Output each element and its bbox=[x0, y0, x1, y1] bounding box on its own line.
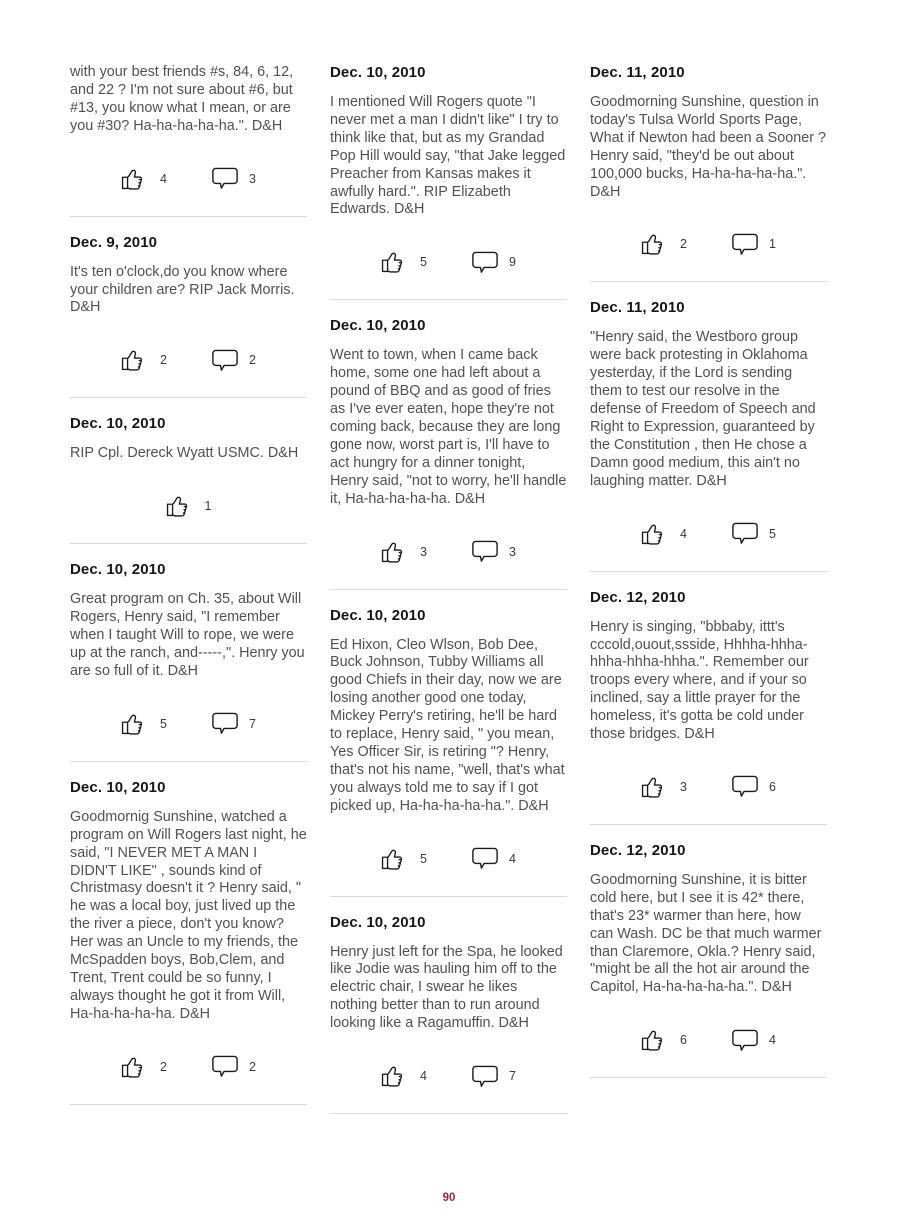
post bbox=[70, 64, 307, 217]
post-stats bbox=[70, 347, 307, 373]
comment-bubble-icon bbox=[731, 233, 759, 256]
post-stats bbox=[70, 166, 307, 192]
post-divider bbox=[70, 397, 307, 398]
like-count: 2 bbox=[160, 353, 167, 368]
like-stat bbox=[121, 1054, 167, 1080]
post bbox=[70, 561, 307, 762]
comment-stat bbox=[731, 233, 776, 256]
post-text: Henry is singing, "bbbaby, ittt's cccold,ouout,ssside, Hhhha-hhha-hhha-hhha-hhha.". Remember our troops every where, and if your so inclined, say a little prayer for the homeless, it's gotta be cold under those bridges. D&H bbox=[590, 618, 809, 743]
post-date: Dec. 10, 2010 bbox=[70, 778, 166, 796]
thumbs-up-icon bbox=[641, 231, 670, 257]
post bbox=[330, 607, 567, 897]
like-stat bbox=[166, 493, 212, 519]
post-text: with your best friends #s, 84, 6, 12, and 22 ? I'm not sure about #6, but #13, you know what I mean, or are you #30? Ha-ha-ha-ha-ha.". D&H bbox=[70, 64, 294, 134]
post bbox=[70, 415, 307, 544]
page-number: 90 bbox=[442, 1192, 456, 1204]
post-text: Goodmorning Sunshine, it is bitter cold here, but I see it is 42* there, that's 23* warmer than here, how can Wash. DC be that much warmer than Claremore, Okla.? Henry said, "might be all the hot air around the Capitol, Ha-ha-ha-ha-ha.". D&H bbox=[590, 871, 822, 996]
post-stats bbox=[590, 521, 827, 547]
post-text: Goodmorning Sunshine, question in today's Tulsa World Sports Page, What if Newton had been a Sooner ? Henry said, "they'd be out about 100,000 bucks, Ha-ha-ha-ha-ha.". D&H bbox=[590, 94, 826, 200]
post-stats bbox=[590, 774, 827, 800]
post-date: Dec. 10, 2010 bbox=[70, 561, 166, 579]
comment-count: 5 bbox=[769, 526, 776, 541]
post bbox=[590, 299, 827, 571]
post-stats bbox=[330, 1063, 567, 1089]
post bbox=[330, 317, 567, 589]
post-date: Dec. 11, 2010 bbox=[590, 64, 685, 81]
comment-count: 4 bbox=[769, 1033, 776, 1048]
comment-count: 2 bbox=[249, 353, 256, 368]
comment-bubble-icon bbox=[211, 1055, 239, 1078]
like-count: 4 bbox=[420, 1069, 427, 1084]
like-stat bbox=[641, 231, 687, 257]
post-date: Dec. 10, 2010 bbox=[70, 415, 166, 433]
post-stats bbox=[70, 1054, 307, 1080]
thumbs-up-icon bbox=[641, 774, 670, 800]
post-text: Great program on Ch. 35, about Will Rogers, Henry said, "I remember when I taught Will to rope, we were up at the ranch, and-----,". Henry you are so full of it. D&H bbox=[70, 591, 305, 679]
post-stats bbox=[590, 231, 827, 257]
comment-count: 7 bbox=[509, 1069, 516, 1084]
comment-stat bbox=[731, 1029, 776, 1052]
comment-bubble-icon bbox=[731, 1029, 759, 1052]
post-date: Dec. 10, 2010 bbox=[330, 64, 426, 81]
post-divider bbox=[590, 1077, 827, 1078]
comment-count: 1 bbox=[769, 237, 776, 252]
thumbs-up-icon bbox=[381, 846, 410, 872]
post-stats bbox=[590, 1027, 827, 1053]
post-text: Went to town, when I came back home, some one had left about a pound of BBQ and as good of fries as I've ever eaten, hope they're not coming back, because they are long gone now, worst part is, I'll have to act hungry for a dinner tonight, Henry said, "not to worry, he'll handle it, Ha-ha-ha-ha-ha. D&H bbox=[330, 347, 567, 507]
thumbs-up-icon bbox=[381, 249, 410, 275]
posts-columns bbox=[70, 64, 828, 1131]
column-1 bbox=[70, 64, 307, 1122]
post-date: Dec. 10, 2010 bbox=[330, 606, 426, 624]
thumbs-up-icon bbox=[381, 539, 410, 565]
column-2 bbox=[330, 64, 567, 1131]
post-divider bbox=[70, 761, 307, 762]
comment-count: 3 bbox=[509, 544, 516, 559]
like-count: 4 bbox=[160, 171, 167, 186]
comment-count: 7 bbox=[249, 716, 256, 731]
post-date: Dec. 12, 2010 bbox=[590, 588, 686, 606]
comment-bubble-icon bbox=[471, 847, 499, 870]
comment-count: 9 bbox=[509, 255, 516, 270]
comment-stat bbox=[211, 1055, 256, 1078]
like-count: 4 bbox=[680, 526, 687, 541]
post bbox=[70, 234, 307, 399]
like-count: 3 bbox=[420, 544, 427, 559]
comment-count: 4 bbox=[509, 851, 516, 866]
like-count: 1 bbox=[204, 499, 212, 514]
like-stat bbox=[381, 1063, 427, 1089]
post-divider bbox=[70, 543, 307, 544]
post-text: Goodmornig Sunshine, watched a program on Will Rogers last night, he said, "I NEVER MET A MAN I DIDN'T LIKE" , sounds kind of Christmasy doesn't it ? Henry said, " he was a local boy, just lived up the the river a piece, don't you know? Her was an Uncle to my friends, the McSpadden boys, Bob,Clem, and Trent, Trent could be so funny, I always thought he got it from Will, Ha-ha-ha-ha-ha. D&H bbox=[70, 808, 307, 1022]
comment-stat bbox=[471, 540, 516, 563]
post bbox=[330, 914, 567, 1115]
thumbs-up-icon bbox=[121, 166, 150, 192]
comment-bubble-icon bbox=[471, 251, 499, 274]
like-count: 5 bbox=[420, 851, 427, 866]
comment-stat bbox=[471, 251, 516, 274]
comment-count: 6 bbox=[769, 779, 776, 794]
post-date: Dec. 10, 2010 bbox=[330, 913, 426, 931]
column-3 bbox=[590, 64, 827, 1095]
like-count: 2 bbox=[680, 237, 687, 252]
post-divider bbox=[70, 216, 307, 217]
comment-bubble-icon bbox=[731, 522, 759, 545]
post-text: Henry just left for the Spa, he looked like Jodie was hauling him off to the electric chair, I swear he likes nothing better than to run around looking like a Ragamuffin. D&H bbox=[330, 943, 563, 1032]
post-date: Dec. 12, 2010 bbox=[590, 841, 686, 859]
like-stat bbox=[641, 521, 687, 547]
post-divider bbox=[330, 299, 567, 300]
post-text: "Henry said, the Westboro group were back protesting in Oklahoma yesterday, if the Lord is sending them to test our resolve in the defense of Freedom of Speech and Right to Expression, guaranteed by the Constitution , then He chose a Damn good medium, this ain't no laughing matter. D&H bbox=[590, 329, 816, 489]
post-divider bbox=[330, 896, 567, 897]
post-divider bbox=[70, 1104, 307, 1105]
post bbox=[330, 64, 567, 300]
post-divider bbox=[590, 281, 827, 282]
like-count: 2 bbox=[160, 1059, 167, 1074]
comment-bubble-icon bbox=[211, 712, 239, 735]
post-date: Dec. 10, 2010 bbox=[330, 317, 426, 335]
post-text: It's ten o'clock,do you know where your children are? RIP Jack Morris. D&H bbox=[70, 263, 295, 316]
thumbs-up-icon bbox=[121, 1054, 150, 1080]
comment-stat bbox=[211, 167, 256, 190]
like-stat bbox=[381, 539, 427, 565]
post-divider bbox=[330, 1113, 567, 1114]
like-stat bbox=[641, 1027, 687, 1053]
post bbox=[590, 64, 827, 282]
like-stat bbox=[381, 249, 427, 275]
comment-stat bbox=[471, 847, 516, 870]
post bbox=[590, 842, 827, 1078]
post-text: I mentioned Will Rogers quote "I never met a man I didn't like" I try to think like that, but as my Grandad Pop Hill would say, "that Jake legged Preacher from Kansas makes it awfully hard.". RIP Elizabeth Edwards. D&H bbox=[330, 94, 566, 218]
like-count: 5 bbox=[420, 255, 427, 270]
thumbs-up-icon bbox=[641, 1027, 670, 1053]
comment-count: 3 bbox=[249, 171, 256, 186]
like-stat bbox=[121, 347, 167, 373]
post-divider bbox=[590, 824, 827, 825]
comment-bubble-icon bbox=[471, 1065, 499, 1088]
comment-bubble-icon bbox=[211, 349, 239, 372]
thumbs-up-icon bbox=[381, 1063, 410, 1089]
like-stat bbox=[381, 846, 427, 872]
comment-bubble-icon bbox=[471, 540, 499, 563]
thumbs-up-icon bbox=[641, 521, 670, 547]
comment-count: 2 bbox=[249, 1059, 256, 1074]
post bbox=[70, 779, 307, 1105]
comment-stat bbox=[471, 1065, 516, 1088]
page-footer bbox=[0, 1188, 898, 1206]
comment-stat bbox=[731, 775, 776, 798]
post-stats bbox=[70, 711, 307, 737]
comment-bubble-icon bbox=[211, 167, 239, 190]
like-count: 3 bbox=[680, 779, 687, 794]
post-stats bbox=[70, 493, 307, 519]
post-stats bbox=[330, 249, 567, 275]
comment-bubble-icon bbox=[731, 775, 759, 798]
post-stats bbox=[330, 539, 567, 565]
post-text: RIP Cpl. Dereck Wyatt USMC. D&H bbox=[70, 445, 299, 462]
post bbox=[590, 589, 827, 825]
post-date: Dec. 11, 2010 bbox=[590, 299, 685, 317]
post-divider bbox=[590, 571, 827, 572]
like-count: 5 bbox=[160, 716, 167, 731]
post-stats bbox=[330, 846, 567, 872]
like-stat bbox=[121, 711, 167, 737]
thumbs-up-icon bbox=[121, 347, 150, 373]
comment-stat bbox=[211, 712, 256, 735]
post-divider bbox=[330, 589, 567, 590]
like-stat bbox=[121, 166, 167, 192]
post-text: Ed Hixon, Cleo Wlson, Bob Dee, Buck Johnson, Tubby Williams all good Chiefs in their day, now we are losing another good one today, Mickey Perry's retiring, he'll be hard to replace, Henry said, " you mean, Yes Officer Sir, is retiring "? Henry, that's not his name, "well, that's what you always told me to say if I got picked up, Ha-ha-ha-ha-ha.". D&H bbox=[330, 636, 565, 814]
thumbs-up-icon bbox=[166, 493, 195, 519]
post-date: Dec. 9, 2010 bbox=[70, 233, 158, 251]
thumbs-up-icon bbox=[121, 711, 150, 737]
comment-stat bbox=[211, 349, 256, 372]
comment-stat bbox=[731, 522, 776, 545]
like-stat bbox=[641, 774, 687, 800]
like-count: 6 bbox=[680, 1033, 687, 1048]
